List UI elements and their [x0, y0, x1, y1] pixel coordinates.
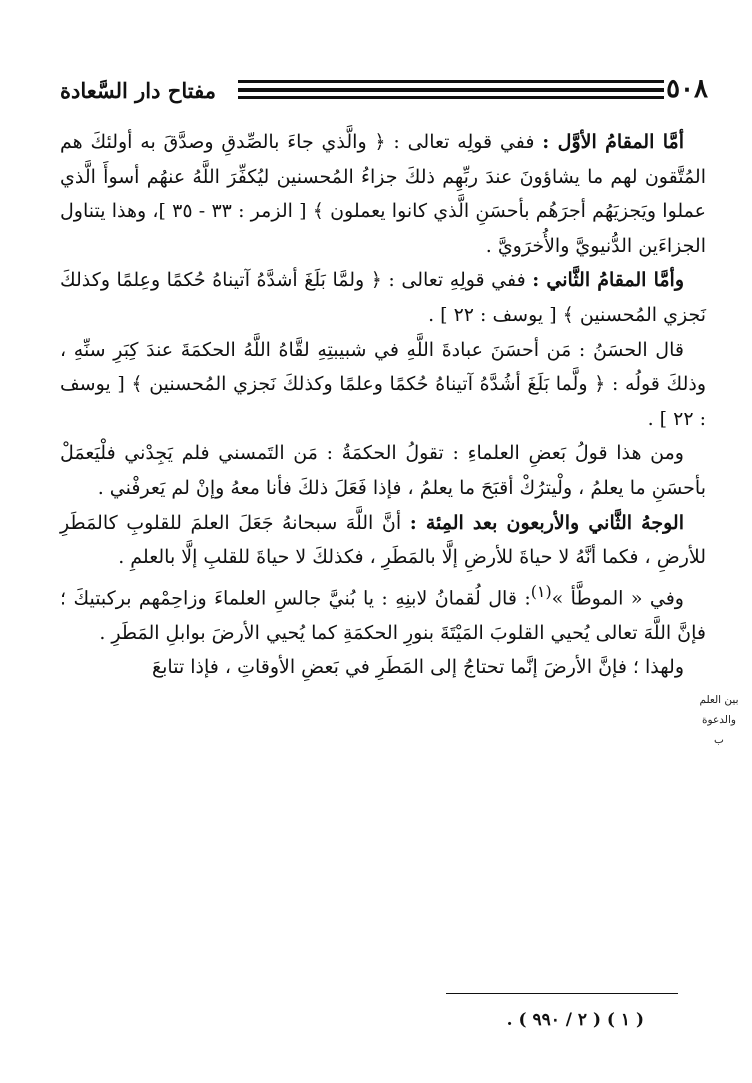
paragraph-text: : قال لُقمانُ لابنِهِ : يا بُنيَّ جالسِ العلماءَ وزاحِمْهم بركبتيكَ ؛ فإنَّ اللَّهَ تعالى يُحيي القلوبَ المَيْتَةَ بنورِ الحكمَةِ كما يُحيي الأرضَ بوابلِ المَطَرِ .	[60, 587, 706, 644]
header-rule	[238, 80, 664, 100]
margin-note	[690, 690, 748, 750]
main-text	[60, 125, 706, 685]
footnote-divider	[446, 993, 678, 994]
paragraph-text: وفي « الموطَّأ »	[551, 587, 684, 610]
paragraph-wisdom-saying: ومن هذا قولُ بَعضِ العلماءِ : تقولُ الحكمَةُ : مَن التَمسني فلم يَجِدْني فلْيَعمَلْ بأحسَنِ ما يعلمُ ، ولْيترُكْ أقبَحَ ما يعلمُ ، فإذا فَعَلَ ذلكَ فأنا معهُ وإنْ لم يَعرفْني .	[60, 442, 706, 499]
page-number: ٥٠٨	[666, 74, 708, 104]
footnote: ( ١ ) ( ٢ / ٩٩٠ ) .	[506, 1010, 644, 1030]
margin-note-line: بين العلم	[699, 694, 739, 706]
heading-second-station: وأمَّا المقامُ الثَّاني :	[532, 269, 684, 292]
paragraph-hasan-quote: قال الحسَنُ : مَن أحسَنَ عبادةَ اللَّهِ في شبيبتِهِ لقَّاهُ اللَّهُ الحكمَةَ عندَ كِبَرِ سنِّهِ ، وذلكَ قولُه : ﴿ ولَّما بَلَغَ أشُدَّهُ آتيناهُ حُكمًا وعلمًا وكذلكَ نَجزي المُحسنين ﴾ [ يوسف : ٢٢ ] .	[60, 338, 706, 430]
paragraph-text: ففي قولِه تعالى : ﴿ والَّذي جاءَ بالصِّدقِ وصدَّقَ به أولئكَ هم المُتَّقون لهم ما يشاؤونَ عندَ ربِّهِم ذلكَ جزاءُ المُحسنين ليُكفِّرَ اللَّهُ عنهُم أسوأَ الَّذي عملوا ويَجزيَهُم أجرَهُم بأحسَنِ الَّذي كانوا يعملون ﴾ [ الزمر : ٣٣ - ٣٥ ]، وهذا يتناول الجزاءَين الدُّنيويَّ والأُخرَويَّ .	[60, 131, 706, 257]
heading-first-station: أمَّا المقامُ الأوَّل :	[542, 131, 685, 153]
paragraph-muwatta	[60, 575, 706, 651]
paragraph-rain: ولهذا ؛ فإنَّ الأرضَ إنَّما تحتاجُ إلى المَطَرِ في بَعضِ الأوقاتِ ، فإذا تتابعَ	[152, 656, 684, 679]
margin-note-line: ب	[714, 734, 724, 746]
paragraph-second-station	[60, 263, 706, 332]
paragraph-text: ففي قولِهِ تعالى : ﴿ ولمَّا بَلَغَ أشدَّهُ آتيناهُ حُكمًا وعِلمًا وكذلكَ نَجزي المُحسنين ﴾ [ يوسف : ٢٢ ] .	[60, 269, 706, 326]
heading-aspect-142: الوجهُ الثَّاني والأربعون بعد المِئة :	[409, 511, 684, 534]
margin-note-line: والدعوة	[702, 714, 736, 726]
book-title: مفتاح دار السَّعادة	[60, 78, 216, 103]
page-header	[60, 74, 708, 110]
paragraph-aspect-142	[60, 506, 706, 575]
footnote-ref: (١)	[530, 581, 552, 601]
paragraph-text: أنَّ اللَّهَ سبحانهُ جَعَلَ العلمَ للقلوبِ كالمَطَرِ للأرضِ ، فكما أنَّهُ لا حياةَ للأرضِ إلَّا بالمَطَرِ ، فكذلكَ لا حياةَ للقلبِ إلَّا بالعلمِ .	[60, 511, 706, 569]
paragraph-first-station	[60, 125, 706, 263]
